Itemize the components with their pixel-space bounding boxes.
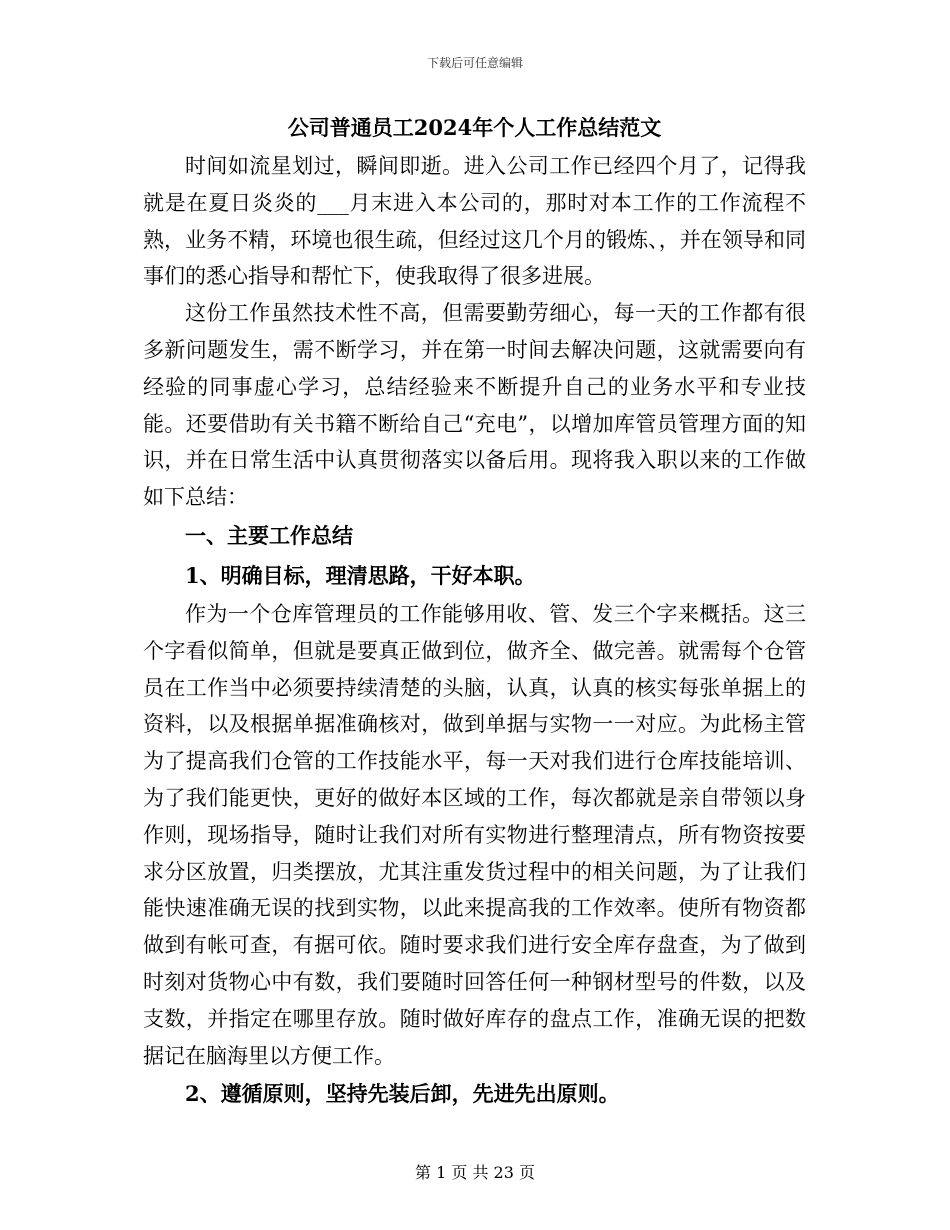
section-heading-main-summary: 一、主要工作总结 <box>185 522 353 548</box>
subsection-heading-1: 1、明确目标，理清思路，干好本职。 <box>185 562 536 588</box>
paragraph-work-nature: 这份工作虽然技术性不高，但需要勤劳细心，每一天的工作都有很多新问题发生，需不断学习，并在第一时间去解决问题，这就需要向有经验的同事虚心学习，总结经验来不断提升自己的业务水平和专业技能。还要借助有关书籍不断给自己“充电”，以增加库管员管理方面的知识，并在日常生活中认真贯彻落实以备后用。现将我入职以来的工作做如下总结： <box>143 301 806 510</box>
subsection-heading-2: 2、遵循原则，坚持先装后卸，先进先出原则。 <box>185 1081 620 1107</box>
paragraph-warehouse-duties: 作为一个仓库管理员的工作能够用收、管、发三个字来概括。这三个字看似简单，但就是要真正做到位，做齐全、做完善。就需每个仓管员在工作当中必须要持续清楚的头脑，认真，认真的核实每张单据上的资料，以及根据单据准确核对，做到单据与实物一一对应。为此杨主管为了提高我们仓管的工作技能水平，每一天对我们进行仓库技能培训、为了我们能更快，更好的做好本区域的工作，每次都就是亲自带领以身作则，现场指导，随时让我们对所有实物进行整理清点，所有物资按要求分区放置，归类摆放，尤其注重发货过程中的相关问题，为了让我们能快速准确无误的找到实物，以此来提高我的工作效率。使所有物资都做到有帐可查，有据可依。随时要求我们进行安全库存盘查，为了做到时刻对货物心中有数，我们要随时回答任何一种钢材型号的件数，以及支数，并指定在哪里存放。随时做好库存的盘点工作，准确无误的把数据记在脑海里以方便工作。 <box>143 601 806 1068</box>
page-number-footer: 第 1 页 共 23 页 <box>415 1163 535 1182</box>
document-title: 公司普通员工2024年个人工作总结范文 <box>287 115 662 140</box>
document-body <box>143 108 806 1114</box>
paragraph-intro: 时间如流星划过，瞬间即逝。进入公司工作已经四个月了，记得我就是在夏日炎炎的___月末进入本公司的，那时对本工作的工作流程不熟，业务不精，环境也很生疏，但经过这几个月的锻炼、，并在领导和同事们的悉心指导和帮忙下，使我取得了很多进展。 <box>143 154 806 289</box>
header-note: 下载后可任意编辑 <box>426 56 523 70</box>
